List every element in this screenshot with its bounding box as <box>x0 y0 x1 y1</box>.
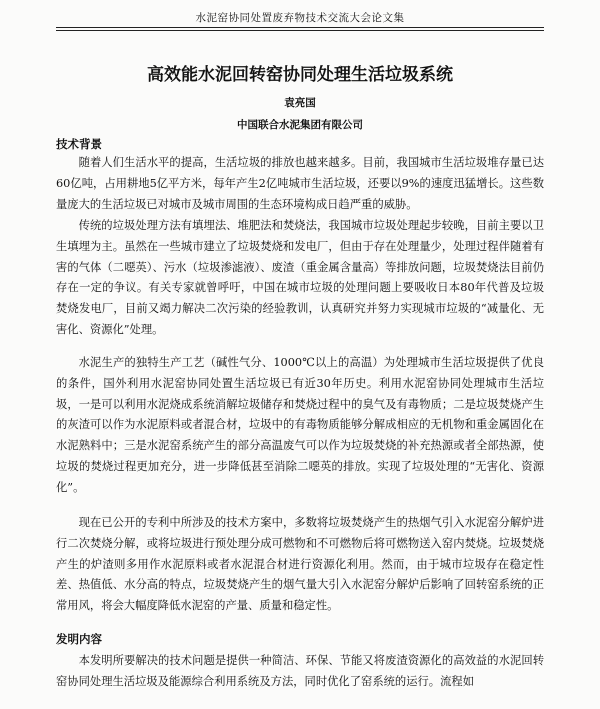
paragraph-4: 现在已公开的专利中所涉及的技术方案中，多数将垃圾焚烧产生的热烟气引入水泥窑分解炉进行二次焚烧分解，或将垃圾进行预处理分成可燃物和不可燃物后将可燃物送入窑内焚烧。垃圾焚烧产生的炉渣则多用作水泥原料或者水泥混合材进行资源化利用。然而，由于城市垃圾存在稳定性差、热值低、水分高的特点，垃圾焚烧产生的烟气量大引入水泥窑分解炉后影响了回转窑系统的正常用风，将会大幅度降低水泥窑的产量、质量和稳定性。 <box>56 516 544 613</box>
author-affiliation: 中国联合水泥集团有限公司 <box>237 119 363 131</box>
paragraph-2: 传统的垃圾处理方法有填埋法、堆肥法和焚烧法，我国城市垃圾处理起步较晚，目前主要以卫生填埋为主。虽然在一些城市建立了垃圾焚烧和发电厂，但由于存在处理量少，处理过程伴随着有害的气体（二噁英）、污水（垃圾渗滤液）、废渣（重金属含量高）等排放问题，垃圾焚烧法目前仍存在一定的争议。有关专家就曾呼吁，中国在城市垃圾的处理问题上要吸收日本80年代普及垃圾焚烧发电厂，目前又竭力解决二次污染的经验教训，认真研究并努力实现城市垃圾的“减量化、无害化、资源化”处理。 <box>56 219 544 336</box>
section-heading-content: 发明内容 <box>56 632 102 646</box>
paragraph-3: 水泥生产的独特生产工艺（碱性气分、1000℃以上的高温）为处理城市生活垃圾提供了优良的条件，国外利用水泥窑协同处置生活垃圾已有近30年历史。利用水泥窑协同处理城市生活垃圾，一是可以利用水泥烧成系统消解垃圾储存和焚烧过程中的臭气及有毒物质；二是垃圾焚烧产生的灰渣可以作为水泥原料或者混合材，垃圾中的有毒物质能够分解成相应的无机物和重金属固化在水泥熟料中；三是水泥窑系统产生的部分高温废气可以作为垃圾焚烧的补充热源或者全部热源，使垃圾的焚烧过程更加充分，进一步降低甚至消除二噁英的排放。实现了垃圾处理的“无害化、资源化”。 <box>56 356 544 494</box>
paper-title: 高效能水泥回转窑协同处理生活垃圾系统 <box>147 65 453 85</box>
paragraph-5: 本发明所要解决的技术问题是提供一种简洁、环保、节能又将废渣资源化的高效益的水泥回转窑协同处理生活垃圾及能源综合利用系统及方法，同时优化了窑系统的运行。流程如 <box>56 654 544 688</box>
running-head: 水泥窑协同处置废弃物技术交流大会论文集 <box>195 12 405 24</box>
author-name: 袁亮国 <box>284 97 316 109</box>
section-heading-background: 技术背景 <box>56 137 102 151</box>
header-rule <box>56 27 544 31</box>
paragraph-1: 随着人们生活水平的提高，生活垃圾的排放也越来越多。目前，我国城市生活垃圾堆存量已达60亿吨，占用耕地5亿平方米，每年产生2亿吨城市生活垃圾，还要以9%的速度迅猛增长。这些数量庞大的生活垃圾已对城市及城市周围的生态环境构成日趋严重的威胁。 <box>56 156 544 211</box>
